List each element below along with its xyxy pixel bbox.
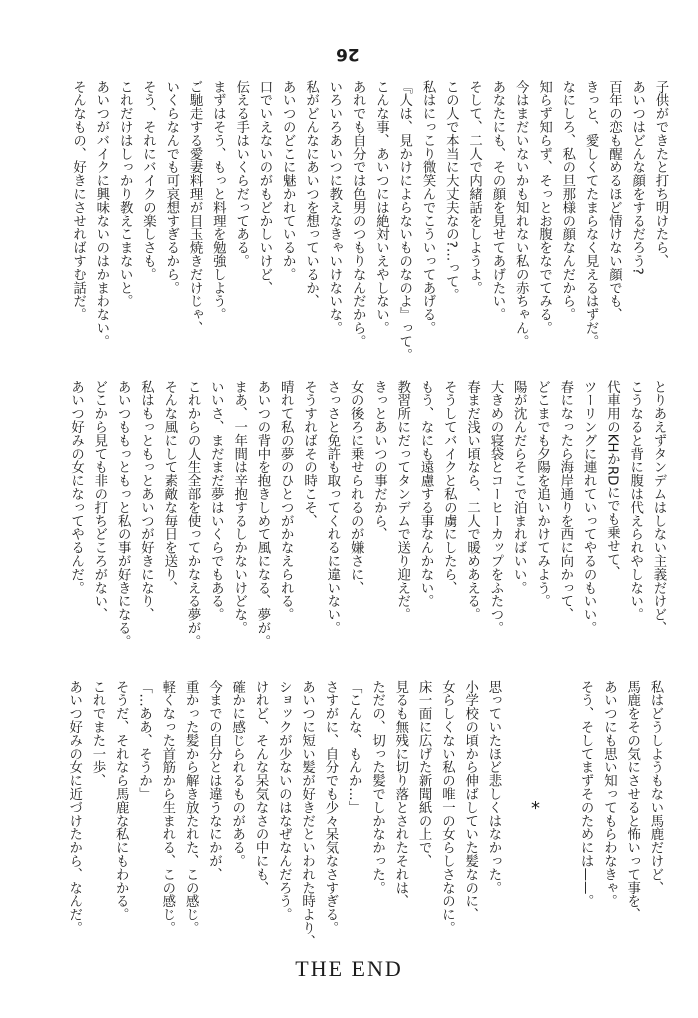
section-separator: * bbox=[531, 798, 540, 819]
text-line: どこから見ても非の打ちどころがない、 bbox=[91, 380, 107, 622]
text-line: 「…ああ、そうか」 bbox=[136, 680, 152, 801]
text-line: 軽くなった首筋から生まれる、この感じ。 bbox=[159, 680, 175, 935]
text-line: あいつはどんな顔をするだろう? bbox=[629, 80, 645, 275]
text-line: あいつに短い髪が好きだといわれた時より、 bbox=[299, 680, 315, 948]
text-line: そうしてバイクと私の虜にしたら、 bbox=[441, 380, 457, 595]
text-line: さっさと免許も取ってくれるに違いない。 bbox=[324, 380, 340, 635]
text-line: どこまでも夕陽を追いかけてみよう。 bbox=[534, 380, 550, 608]
text-line: 私がどんなにあいつを想っているか、 bbox=[303, 80, 319, 308]
text-line: さすがに、自分でも少々呆気なさすぎる。 bbox=[322, 680, 338, 935]
text-line: いいさ、まだまだ夢はいくらでもある。 bbox=[208, 380, 224, 622]
text-line: 女らしくない私の唯一の女らしさなのに。 bbox=[439, 680, 455, 935]
text-line: 私はどうしようもない馬鹿だけど、 bbox=[648, 680, 663, 895]
text-line: ツーリングに連れていってやるのもいい。 bbox=[581, 380, 597, 635]
text-line: まずはそう、もっと料理を勉強しよう。 bbox=[210, 80, 226, 322]
text-line: 確かに感じられるものがある。 bbox=[229, 680, 245, 868]
text-line: これからの人生全部を使ってかなえる夢が。 bbox=[185, 380, 201, 648]
text-band-middle bbox=[64, 380, 670, 648]
text-line: あいつがバイクに興味ないのはかまわない。 bbox=[93, 80, 109, 348]
text-line: ショックが少ないのはなぜなんだろう。 bbox=[276, 680, 292, 922]
text-line: 馬鹿をその気にさせると怖いって事を、 bbox=[624, 680, 640, 922]
text-line: なにしろ、私の旦那様の顔なんだから。 bbox=[559, 80, 575, 322]
text-line: あいつのどこに魅かれているか。 bbox=[280, 80, 296, 281]
text-line: ご馳走する愛妻料理が目玉焼きだけじゃ、 bbox=[187, 80, 203, 335]
the-end-title: THE END bbox=[295, 956, 403, 981]
text-line: いくらなんでも可哀想すぎるから。 bbox=[163, 80, 179, 295]
text-line: この人で本当に大丈夫なの?…って。 bbox=[443, 80, 459, 302]
text-line: そうすればその時こそ、 bbox=[301, 380, 317, 528]
text-line: 百年の恋も醒めるほど情けない顔でも、 bbox=[606, 80, 622, 322]
text-line: 知らず知らず、そっとお腹をなでてみる。 bbox=[536, 80, 552, 335]
text-line: 今までの自分とは違うなにかが、 bbox=[206, 680, 222, 881]
text-line: 思っていたほど悲しくはなかった。 bbox=[486, 680, 501, 895]
text-line: あいつ好みの女に近づけたから、なんだ。 bbox=[66, 680, 82, 935]
text-line: 重かった髪から解き放たれた、この感じ。 bbox=[183, 680, 199, 935]
text-line: 子供ができたと打ち明けたら、 bbox=[653, 80, 668, 268]
text-line: 今はまだいないかも知れない私の赤ちゃん。 bbox=[513, 80, 529, 348]
text-line: もう、なにも遠慮する事なんかない。 bbox=[418, 380, 434, 608]
text-line: 代車用のKHかRDにでも乗せて、 bbox=[604, 380, 620, 580]
text-line: あいつの背中を抱きしめて風になる、夢が。 bbox=[254, 380, 270, 648]
text-line: あなたにも、その顔を見せてあげたい。 bbox=[489, 80, 505, 322]
text-line: そんな風にして素敵な毎日を送り、 bbox=[161, 380, 177, 595]
text-band-bottom-section-a bbox=[574, 680, 667, 921]
text-line: 床一面に広げた新聞紙の上で、 bbox=[416, 680, 432, 868]
text-line: そして、二人で内緒話をしようよ。 bbox=[466, 80, 482, 295]
text-line: きっと、愛しくてたまらなく見えるはずだ。 bbox=[583, 80, 599, 348]
text-line: 春になったら海岸通りを西に向かって、 bbox=[557, 380, 573, 622]
text-line: 大きめの寝袋とコーヒーカップをふたつ。 bbox=[487, 380, 503, 635]
text-line: あいつにも思い知ってもらわなきゃ。 bbox=[601, 680, 617, 908]
text-line: 陽が沈んだらそこで泊まればいい。 bbox=[511, 380, 527, 595]
text-line: 伝える手はいくらだってある。 bbox=[233, 80, 249, 268]
text-line: こんな事、あいつには絶対いえやしない。 bbox=[373, 80, 389, 335]
text-line: そう、そしてまずそのためには——。 bbox=[578, 680, 594, 908]
text-line: とりあえずタンデムはしない主義だけど、 bbox=[651, 380, 666, 635]
text-line: 春まだ浅い頃なら、二人で暖めあえる。 bbox=[464, 380, 480, 622]
text-line: 教習所にだってタンデムで送り迎えだ。 bbox=[394, 380, 410, 622]
text-line: そう、それにバイクの楽しさも。 bbox=[140, 80, 156, 281]
text-line: そうだ、それなら馬鹿な私にもわかる。 bbox=[113, 680, 129, 922]
text-line: 女の後ろに乗せられるのが嫌さに、 bbox=[348, 380, 364, 595]
text-line: 『人は、見かけによらないものなのよ』って。 bbox=[396, 80, 412, 362]
text-line: 私はにっこり微笑んでこういってあげる。 bbox=[420, 80, 436, 335]
text-line: 晴れて私の夢のひとつがかなえられる。 bbox=[278, 380, 294, 622]
page-number: 26 bbox=[336, 44, 360, 64]
text-line: まあ、一年間は辛抱するしかないけどな。 bbox=[231, 380, 247, 635]
text-line: あいつももっともっと私の事が好きになる。 bbox=[115, 380, 131, 648]
text-line: 小学校の頃から伸ばしていた髪なのに、 bbox=[462, 680, 478, 922]
text-line: いろいろあいつに教えなきゃいけないな。 bbox=[326, 80, 342, 335]
text-line: 「こんな、もんか…」 bbox=[346, 680, 362, 814]
text-line: 口でいえないのがもどかしいけど、 bbox=[256, 80, 272, 295]
text-line: あいつ好みの女になってやるんだ。 bbox=[68, 380, 84, 595]
text-line: こうなると背に腹は代えられやしない。 bbox=[627, 380, 643, 622]
text-band-top bbox=[66, 80, 672, 361]
text-band-bottom-section-b bbox=[62, 680, 505, 948]
text-line: これでまた一歩、 bbox=[89, 680, 105, 788]
text-line: 私はもっともっとあいつが好きになり、 bbox=[138, 380, 154, 622]
text-line: これだけはしっかり教えこまないと。 bbox=[117, 80, 133, 308]
text-line: あれでも自分では色男のつもりなんだから。 bbox=[350, 80, 366, 348]
text-line: けれど、そんな呆気なさの中にも、 bbox=[253, 680, 269, 895]
text-line: きっとあいつの事だから、 bbox=[371, 380, 387, 541]
text-line: 見るも無残に切り落とされたそれは、 bbox=[392, 680, 408, 908]
text-line: そんなもの、好きにさせればすむ話だ。 bbox=[70, 80, 86, 322]
text-line: ただの、切った髪でしかなかった。 bbox=[369, 680, 385, 895]
